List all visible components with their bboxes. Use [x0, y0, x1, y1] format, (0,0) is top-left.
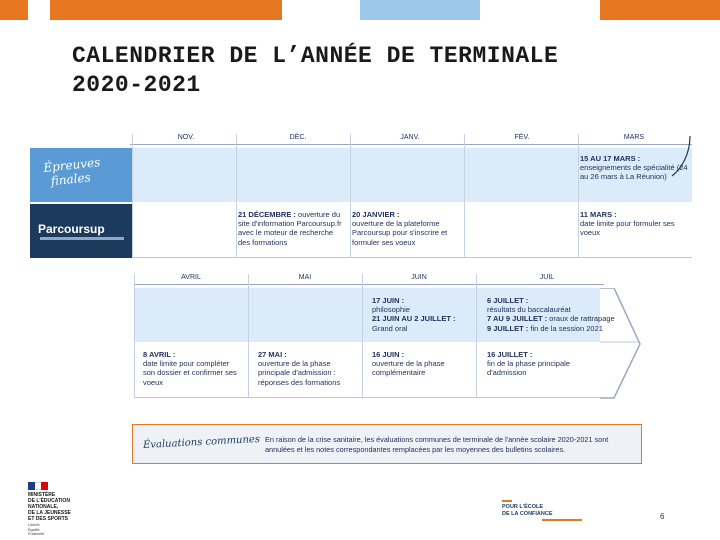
event-text: fin de la session 2021 — [530, 323, 603, 333]
ecole-confiance-logo — [502, 500, 592, 521]
month-juil: JUIL — [539, 274, 555, 281]
parcoursup-logo-tagline — [40, 237, 124, 240]
event-text: philosophie — [372, 305, 410, 315]
event-date: 21 JUIN AU 2 JUILLET : — [372, 314, 456, 324]
event-text: enseignements de spécialité (24 au 26 mars à La Réunion) — [580, 163, 688, 182]
column-divider — [464, 134, 465, 258]
french-flag-icon — [28, 482, 48, 490]
month-nov: NOV. — [177, 134, 195, 141]
month-dec: DÉC. — [289, 134, 307, 141]
event-date: 7 AU 9 JUILLET : — [487, 314, 548, 324]
top-accent-bar — [0, 0, 28, 20]
avril-bottom-cell — [143, 350, 243, 387]
month-juin: JUIN — [411, 274, 427, 281]
logo-underline — [542, 519, 582, 521]
column-divider — [578, 134, 579, 258]
page-title — [72, 42, 692, 100]
event-date: 27 MAI : — [258, 350, 287, 359]
event-date: 9 JUILLET : — [487, 323, 529, 333]
parcoursup-dec-cell — [238, 210, 346, 247]
event-date: 21 DÉCEMBRE : — [238, 210, 296, 219]
column-divider — [236, 134, 237, 258]
evaluations-text: En raison de la crise sanitaire, les évaluations communes de terminale de l'année scolaire 2020-2021 sont annulées et les notes correspondantes remplacées par les moyennes des bulletins scolaires. — [265, 435, 609, 454]
event-date: 15 AU 17 MARS : — [580, 154, 641, 163]
ecole-confiance-text: POUR L'ÉCOLE DE LA CONFIANCE — [502, 504, 553, 517]
row-epreuves-finales — [30, 148, 692, 202]
column-divider — [476, 274, 477, 398]
evaluations-communes-box — [132, 424, 642, 464]
title-line-1: CALENDRIER DE L’ANNÉE DE TERMINALE — [72, 43, 559, 69]
epreuves-finales-label — [30, 148, 132, 202]
ministry-logo — [28, 482, 108, 537]
top-accent-bar — [50, 0, 215, 20]
month-mars: MARS — [623, 134, 645, 141]
juin-top-cell — [372, 296, 482, 333]
evaluations-label: Évaluations communes — [142, 433, 261, 452]
header-rule — [130, 144, 692, 145]
header-rule — [134, 284, 604, 285]
juil-top-cell — [487, 296, 627, 333]
mai-bottom-cell — [258, 350, 358, 387]
event-date: 8 AVRIL : — [143, 350, 176, 359]
top-accent-bar — [214, 0, 282, 20]
event-text: Grand oral — [372, 323, 408, 333]
month-fev: FÉV. — [514, 134, 530, 141]
parcoursup-logo — [30, 204, 132, 258]
event-text: oraux de rattrapage — [549, 314, 615, 324]
parcoursup-mars-cell — [580, 210, 688, 238]
month-avril: AVRIL — [181, 274, 201, 281]
column-divider — [134, 274, 135, 398]
event-text: ouverture de la phase principale d'admission : réponses des formations — [258, 359, 341, 387]
parcoursup-logo-text: Parcoursup — [38, 222, 105, 236]
event-date: 11 MARS : — [580, 210, 617, 219]
epreuves-label-line1: Épreuves — [42, 155, 101, 175]
column-divider — [132, 134, 133, 258]
top-accent-bar — [360, 0, 480, 20]
juin-bottom-cell — [372, 350, 472, 378]
parcoursup-janv-cell — [352, 210, 460, 247]
ministry-motto: Liberté Égalité Fraternité — [28, 523, 45, 536]
event-text: résultats du baccalauréat — [487, 305, 571, 315]
table2-month-header — [134, 274, 604, 286]
event-date: 20 JANVIER : — [352, 210, 400, 219]
ministry-name: MINISTÈRE DE L'ÉDUCATION NATIONALE, DE LA JEUNESSE ET DES SPORTS — [28, 492, 71, 522]
logo-accent — [502, 500, 512, 502]
event-text: ouverture de la phase complémentaire — [372, 359, 445, 378]
event-text: fin de la phase principale d'admission — [487, 359, 570, 378]
column-divider — [248, 274, 249, 398]
title-line-2: 2020-2021 — [72, 72, 201, 98]
epreuves-label-line2: finales — [50, 170, 92, 189]
column-divider — [362, 274, 363, 398]
event-date: 6 JUILLET : — [487, 296, 529, 305]
event-text: ouverture du site d'information Parcoursup.fr avec le moteur de recherche des formations — [238, 210, 342, 247]
event-text: date limite pour formuler ses voeux — [580, 219, 675, 238]
month-janv: JANV. — [400, 134, 420, 141]
table1-month-header — [130, 134, 692, 146]
event-text: ouverture de la plateforme Parcoursup pour s'inscrire et formuler ses voeux — [352, 219, 448, 247]
row-parcoursup — [30, 204, 692, 258]
curve-arrow-icon — [670, 134, 694, 178]
event-date: 17 JUIN : — [372, 296, 405, 305]
page-number: 6 — [660, 512, 665, 521]
event-date: 16 JUILLET : — [487, 350, 533, 359]
event-text: date limite pour compléter son dossier et confirmer ses voeux — [143, 359, 237, 387]
column-divider — [350, 134, 351, 258]
event-date: 16 JUIN : — [372, 350, 405, 359]
month-mai: MAI — [298, 274, 312, 281]
top-accent-bar — [600, 0, 720, 20]
juil-bottom-cell — [487, 350, 587, 378]
